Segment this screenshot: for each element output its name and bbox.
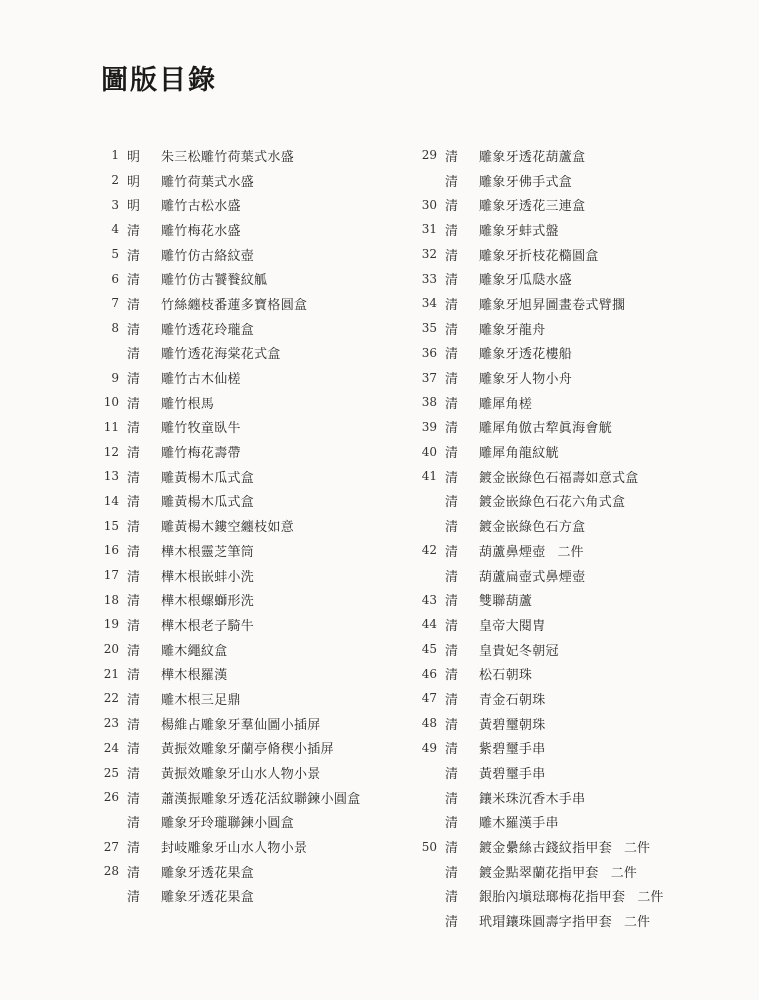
plate-number: 36	[421, 345, 437, 360]
plate-title: 雕象牙人物小舟	[479, 372, 573, 388]
plate-entry	[413, 711, 663, 736]
plate-dynasty: 清	[445, 841, 459, 857]
plate-entry	[413, 859, 663, 884]
plate-number: 44	[421, 617, 437, 632]
plate-dynasty: 明	[127, 149, 141, 165]
plate-dynasty: 清	[445, 149, 459, 165]
plate-dynasty: 清	[445, 618, 459, 634]
plate-dynasty: 清	[127, 594, 141, 610]
plate-title: 葫蘆扁壺式鼻煙壺	[479, 569, 586, 585]
plate-count: 二件	[610, 865, 637, 881]
plate-dynasty: 清	[127, 297, 141, 313]
plate-title: 楊維占雕象牙羣仙圖小插屏	[161, 717, 321, 733]
plate-entry	[413, 439, 663, 464]
plate-dynasty: 清	[445, 396, 459, 412]
plate-dynasty: 清	[445, 742, 459, 758]
plate-dynasty: 清	[127, 347, 141, 363]
plate-title: 樺木根老子騎牛	[161, 618, 255, 634]
plate-entry	[413, 390, 663, 415]
plate-dynasty: 清	[127, 223, 141, 239]
plate-title: 玳瑁鑲珠圓壽字指甲套	[479, 915, 613, 931]
plate-title: 雕竹牧童臥牛	[161, 421, 241, 437]
plate-title: 雕竹仿古饕餮紋觚	[161, 273, 268, 289]
plate-title: 葫蘆鼻煙壺	[479, 544, 546, 560]
plate-dynasty: 清	[445, 223, 459, 239]
plate-dynasty: 清	[445, 767, 459, 783]
plate-title: 雕象牙佛手式盒	[479, 174, 573, 190]
plate-dynasty: 清	[445, 470, 459, 486]
plate-title: 松石朝珠	[479, 668, 533, 684]
plate-number: 8	[111, 321, 119, 336]
plate-dynasty: 清	[127, 273, 141, 289]
plate-number: 32	[421, 247, 437, 262]
plate-number: 37	[421, 370, 437, 385]
plate-dynasty: 清	[127, 742, 141, 758]
plate-entry	[413, 884, 663, 909]
plate-number: 40	[421, 444, 437, 459]
plate-dynasty: 清	[445, 865, 459, 881]
plate-entry	[413, 785, 663, 810]
plate-title: 雕象牙旭昇圖畫卷式臂擱	[479, 297, 626, 313]
plate-entry	[413, 143, 663, 168]
plate-dynasty: 清	[127, 767, 141, 783]
plate-title: 黃振效雕象牙山水人物小景	[161, 767, 321, 783]
plate-entry	[95, 291, 361, 316]
plate-title: 銀胎內塡琺瑯梅花指甲套	[479, 890, 626, 906]
plate-dynasty: 清	[127, 791, 141, 807]
plate-entry	[413, 192, 663, 217]
plate-dynasty: 清	[127, 618, 141, 634]
plate-entry	[95, 168, 361, 193]
plate-number: 15	[103, 518, 119, 533]
plate-title: 皇貴妃冬朝冠	[479, 643, 559, 659]
plate-entry	[95, 143, 361, 168]
plate-title: 樺木根靈芝筆筒	[161, 544, 255, 560]
plate-title: 鍍金纍絲古錢紋指甲套	[479, 841, 613, 857]
plate-number: 5	[111, 247, 119, 262]
plate-entry	[413, 365, 663, 390]
plate-entry	[413, 291, 663, 316]
plate-dynasty: 清	[127, 544, 141, 560]
plate-title: 雕象牙透花樓船	[479, 347, 573, 363]
plate-title: 青金石朝珠	[479, 692, 546, 708]
plate-dynasty: 清	[127, 841, 141, 857]
plate-number: 22	[103, 691, 119, 706]
plate-title: 鍍金嵌綠色石花六角式盒	[479, 495, 626, 511]
plate-number: 1	[111, 148, 119, 163]
plate-dynasty: 清	[127, 495, 141, 511]
plate-entry	[413, 242, 663, 267]
plate-title: 雕木根三足鼎	[161, 692, 241, 708]
plate-dynasty: 清	[445, 717, 459, 733]
plate-entry	[95, 365, 361, 390]
plate-dynasty: 清	[445, 421, 459, 437]
plate-entry	[413, 686, 663, 711]
page-title: 圖版目錄	[101, 65, 217, 96]
plate-dynasty: 清	[445, 297, 459, 313]
plate-number: 34	[421, 296, 437, 311]
plate-entry	[413, 563, 663, 588]
plate-entry	[413, 464, 663, 489]
plate-title: 雕竹仿古絡紋壺	[161, 248, 255, 264]
plate-number: 47	[421, 691, 437, 706]
plate-dynasty: 明	[127, 199, 141, 215]
plate-number: 38	[421, 395, 437, 410]
plate-entry	[95, 884, 361, 909]
plate-number: 28	[103, 864, 119, 879]
plate-number: 41	[421, 469, 437, 484]
plate-entry	[95, 859, 361, 884]
plate-entry	[95, 834, 361, 859]
plate-entry	[413, 810, 663, 835]
plate-dynasty: 清	[127, 446, 141, 462]
plate-count: 二件	[624, 915, 651, 931]
plate-number: 46	[421, 666, 437, 681]
plate-number: 27	[103, 839, 119, 854]
plate-title: 雕象牙透花葫蘆盒	[479, 149, 586, 165]
plate-title: 雕竹根馬	[161, 396, 215, 412]
plate-dynasty: 清	[127, 569, 141, 585]
plate-number: 2	[111, 173, 119, 188]
plate-entry	[413, 736, 663, 761]
plate-dynasty: 清	[127, 396, 141, 412]
plate-entry	[413, 266, 663, 291]
plate-entry	[95, 760, 361, 785]
plate-title: 鍍金點翠蘭花指甲套	[479, 865, 599, 881]
plate-dynasty: 清	[445, 372, 459, 388]
plate-title: 朱三松雕竹荷葉式水盛	[161, 149, 295, 165]
plate-title: 雕象牙玲瓏聯鍊小圓盒	[161, 816, 295, 832]
plate-entry	[95, 587, 361, 612]
plate-title: 雕犀角槎	[479, 396, 533, 412]
plate-title: 樺木根嵌蚌小洗	[161, 569, 255, 585]
plate-title: 雕象牙透花三連盒	[479, 199, 586, 215]
plate-dynasty: 清	[127, 322, 141, 338]
plate-entry	[413, 587, 663, 612]
plate-number: 18	[103, 592, 119, 607]
plate-entry	[413, 760, 663, 785]
plate-dynasty: 清	[445, 248, 459, 264]
plate-dynasty: 清	[445, 174, 459, 190]
plate-number: 42	[421, 543, 437, 558]
plate-count: 二件	[557, 544, 584, 560]
plate-number: 13	[103, 469, 119, 484]
plate-title: 雕竹梅花水盛	[161, 223, 241, 239]
plate-entry	[95, 785, 361, 810]
plate-entry	[95, 192, 361, 217]
plate-number: 33	[421, 271, 437, 286]
plate-title: 雕象牙龍舟	[479, 322, 546, 338]
plate-number: 31	[421, 222, 437, 237]
plate-number: 21	[103, 666, 119, 681]
plate-entry	[95, 390, 361, 415]
plate-title: 雕木繩紋盒	[161, 643, 228, 659]
plate-number: 25	[103, 765, 119, 780]
plate-number: 23	[103, 716, 119, 731]
plate-number: 14	[103, 493, 119, 508]
plate-entry	[413, 489, 663, 514]
plate-number: 39	[421, 419, 437, 434]
plate-title: 竹絲纏枝番蓮多寶格圓盒	[161, 297, 308, 313]
plate-entry	[95, 612, 361, 637]
plate-dynasty: 清	[127, 470, 141, 486]
plate-entry	[413, 341, 663, 366]
plate-dynasty: 清	[445, 199, 459, 215]
plate-number: 43	[421, 592, 437, 607]
plate-entry	[95, 563, 361, 588]
plate-title: 雕竹透花玲瓏盒	[161, 322, 255, 338]
plate-title: 雕竹古木仙槎	[161, 372, 241, 388]
plate-number: 6	[111, 271, 119, 286]
plate-title: 雙聯葫蘆	[479, 594, 533, 610]
plate-entry	[413, 637, 663, 662]
plate-entry	[95, 711, 361, 736]
plate-entry	[95, 217, 361, 242]
plate-title: 鑲米珠沉香木手串	[479, 791, 586, 807]
plate-dynasty: 清	[445, 594, 459, 610]
plate-dynasty: 清	[445, 347, 459, 363]
plate-title: 雕象牙蚌式盤	[479, 223, 559, 239]
plate-dynasty: 清	[127, 520, 141, 536]
plate-entry	[95, 513, 361, 538]
plate-number: 11	[103, 419, 119, 434]
plate-number: 49	[421, 740, 437, 755]
plate-list-right-column	[413, 143, 663, 933]
plate-title: 雕黃楊木鏤空纏枝如意	[161, 520, 295, 536]
plate-number: 48	[421, 716, 437, 731]
plate-title: 雕木羅漢手串	[479, 816, 559, 832]
plate-number: 20	[103, 642, 119, 657]
plate-title: 鍍金嵌綠色石方盒	[479, 520, 586, 536]
plate-title: 雕犀角龍紋觥	[479, 446, 559, 462]
plate-title: 雕象牙瓜瓞水盛	[479, 273, 573, 289]
plate-title: 雕象牙透花果盒	[161, 890, 255, 906]
plate-title: 黃振效雕象牙蘭亭脩稧小插屏	[161, 742, 334, 758]
plate-title: 樺木根羅漢	[161, 668, 228, 684]
plate-number: 10	[103, 395, 119, 410]
plate-entry	[95, 415, 361, 440]
plate-dynasty: 清	[445, 915, 459, 931]
plate-dynasty: 清	[127, 717, 141, 733]
plate-entry	[95, 439, 361, 464]
plate-title: 紫碧璽手串	[479, 742, 546, 758]
plate-title: 雕黃楊木瓜式盒	[161, 495, 255, 511]
plate-entry	[95, 736, 361, 761]
plate-dynasty: 清	[127, 816, 141, 832]
plate-entry	[95, 316, 361, 341]
plate-entry	[413, 908, 663, 933]
plate-count: 二件	[637, 890, 664, 906]
plate-dynasty: 清	[445, 446, 459, 462]
plate-entry	[95, 637, 361, 662]
plate-dynasty: 清	[445, 569, 459, 585]
plate-entry	[413, 415, 663, 440]
plate-title: 樺木根螺螄形洗	[161, 594, 255, 610]
plate-dynasty: 清	[445, 322, 459, 338]
plate-list-left-column	[95, 143, 361, 908]
plate-entry	[95, 464, 361, 489]
plate-dynasty: 清	[127, 643, 141, 659]
plate-dynasty: 清	[127, 865, 141, 881]
plate-title: 封岐雕象牙山水人物小景	[161, 841, 308, 857]
plate-title: 雕黃楊木瓜式盒	[161, 470, 255, 486]
plate-number: 30	[421, 197, 437, 212]
plate-number: 29	[421, 148, 437, 163]
plate-number: 12	[103, 444, 119, 459]
plate-entry	[413, 612, 663, 637]
plate-dynasty: 清	[127, 421, 141, 437]
plate-number: 9	[111, 370, 119, 385]
plate-entry	[413, 538, 663, 563]
plate-count: 二件	[624, 841, 651, 857]
plate-number: 16	[103, 543, 119, 558]
plate-entry	[95, 242, 361, 267]
plate-number: 4	[111, 222, 119, 237]
plate-entry	[95, 810, 361, 835]
plate-entry	[95, 489, 361, 514]
plate-entry	[95, 686, 361, 711]
plate-dynasty: 清	[445, 791, 459, 807]
plate-entry	[413, 661, 663, 686]
plate-entry	[413, 513, 663, 538]
plate-entry	[95, 661, 361, 686]
plate-dynasty: 清	[445, 273, 459, 289]
plate-entry	[413, 834, 663, 859]
plate-number: 24	[103, 740, 119, 755]
plate-number: 19	[103, 617, 119, 632]
plate-title: 皇帝大閱冑	[479, 618, 546, 634]
plate-entry	[95, 266, 361, 291]
plate-number: 50	[421, 839, 437, 854]
plate-dynasty: 清	[127, 668, 141, 684]
plate-dynasty: 清	[127, 890, 141, 906]
plate-dynasty: 清	[127, 248, 141, 264]
plate-number: 35	[421, 321, 437, 336]
plate-dynasty: 清	[445, 495, 459, 511]
plate-entry	[413, 316, 663, 341]
plate-dynasty: 清	[445, 520, 459, 536]
plate-title: 鍍金嵌綠色石福壽如意式盒	[479, 470, 639, 486]
plate-dynasty: 清	[445, 890, 459, 906]
plate-title: 雕竹荷葉式水盛	[161, 174, 255, 190]
plate-title: 雕竹透花海棠花式盒	[161, 347, 281, 363]
plate-dynasty: 清	[445, 643, 459, 659]
plate-title: 蕭漢振雕象牙透花活紋聯鍊小圓盒	[161, 791, 361, 807]
plate-entry	[95, 341, 361, 366]
plate-title: 雕竹梅花壽帶	[161, 446, 241, 462]
plate-title: 雕犀角倣古犂眞海會觥	[479, 421, 613, 437]
plate-title: 雕象牙透花果盒	[161, 865, 255, 881]
plate-dynasty: 清	[445, 816, 459, 832]
plate-entry	[95, 538, 361, 563]
plate-number: 45	[421, 642, 437, 657]
plate-entry	[413, 217, 663, 242]
plate-title: 雕象牙折枝花橢圓盒	[479, 248, 599, 264]
plate-number: 3	[111, 197, 119, 212]
plate-dynasty: 清	[127, 372, 141, 388]
plate-dynasty: 清	[445, 668, 459, 684]
plate-dynasty: 明	[127, 174, 141, 190]
plate-number: 7	[111, 296, 119, 311]
plate-dynasty: 清	[127, 692, 141, 708]
plate-entry	[413, 168, 663, 193]
plate-dynasty: 清	[445, 692, 459, 708]
plate-title: 雕竹古松水盛	[161, 199, 241, 215]
plate-title: 黃碧璽朝珠	[479, 717, 546, 733]
plate-number: 17	[103, 568, 119, 583]
plate-title: 黃碧璽手串	[479, 767, 546, 783]
plate-number: 26	[103, 790, 119, 805]
plate-dynasty: 清	[445, 544, 459, 560]
